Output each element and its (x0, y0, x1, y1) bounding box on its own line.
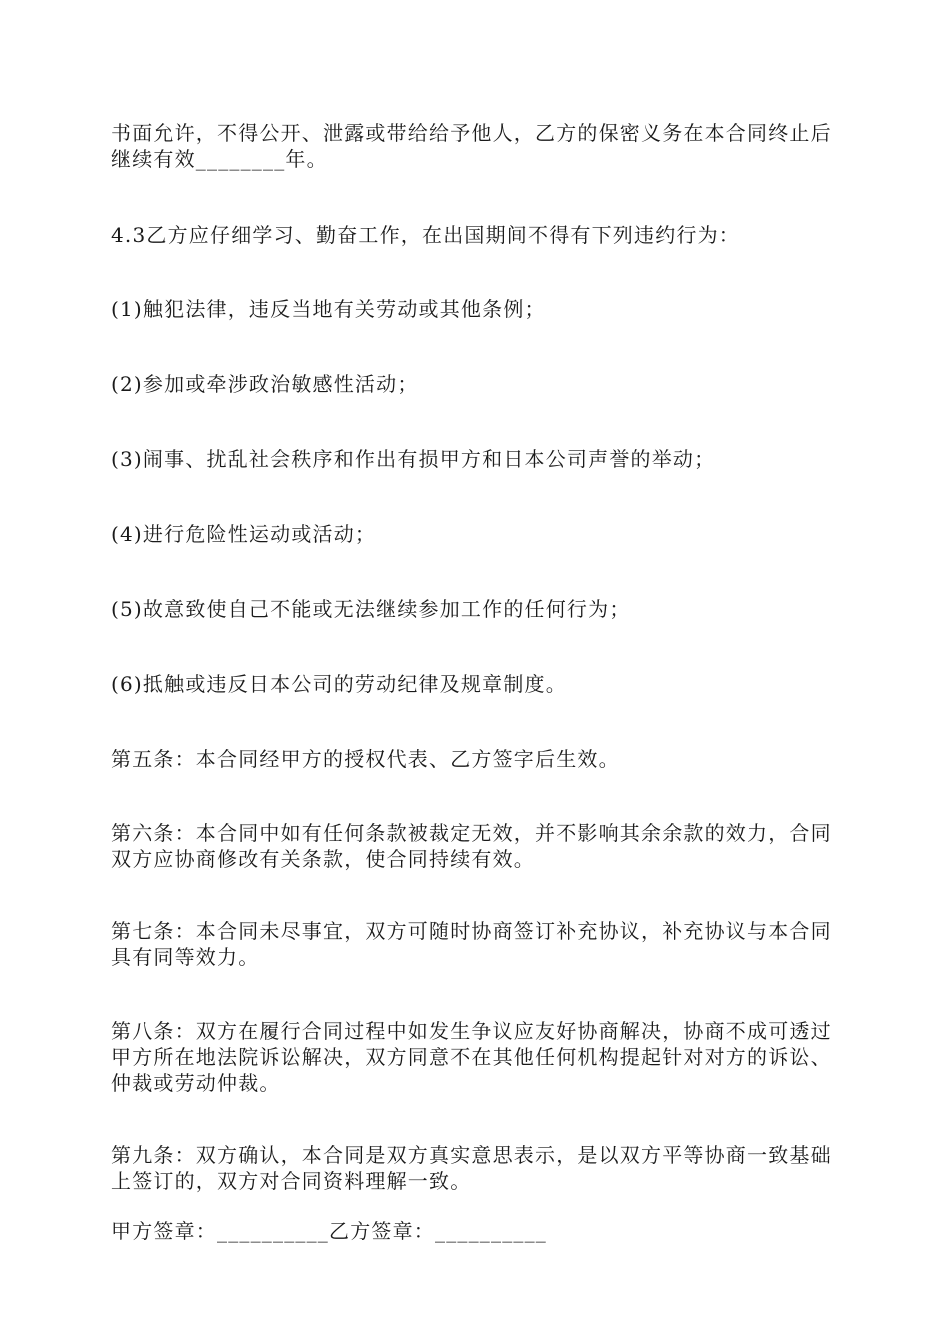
paragraph-confidentiality: 书面允许，不得公开、泄露或带给给予他人，乙方的保密义务在本合同终止后继续有效________年。 (111, 121, 832, 171)
paragraph-article-6: 第六条：本合同中如有任何条款被裁定无效，并不影响其余余款的效力，合同双方应协商修改有关条款，使合同持续有效。 (111, 821, 832, 871)
paragraph-article-5: 第五条：本合同经甲方的授权代表、乙方签字后生效。 (111, 747, 620, 771)
signature-line: 甲方签章：__________乙方签章：__________ (111, 1219, 547, 1243)
paragraph-4-3: 4.3乙方应仔细学习、勤奋工作，在出国期间不得有下列违约行为： (111, 223, 741, 247)
paragraph-item-2: (2)参加或牵涉政治敏感性活动； (111, 372, 419, 396)
paragraph-article-8: 第八条：双方在履行合同过程中如发生争议应友好协商解决，协商不成可透过甲方所在地法院诉讼解决，双方同意不在其他任何机构提起针对对方的诉讼、仲裁或劳动仲裁。 (111, 1019, 832, 1095)
paragraph-article-9: 第九条：双方确认，本合同是双方真实意思表示，是以双方平等协商一致基础上签订的，双方对合同资料理解一致。 (111, 1143, 832, 1193)
paragraph-article-7: 第七条：本合同未尽事宜，双方可随时协商签订补充协议，补充协议与本合同具有同等效力。 (111, 919, 832, 969)
paragraph-item-1: (1)触犯法律，违反当地有关劳动或其他条例； (111, 297, 546, 321)
paragraph-item-3: (3)闹事、扰乱社会秩序和作出有损甲方和日本公司声誉的举动； (111, 447, 716, 471)
paragraph-item-5: (5)故意致使自己不能或无法继续参加工作的任何行为； (111, 597, 631, 621)
paragraph-item-4: (4)进行危险性运动或活动； (111, 522, 377, 546)
paragraph-item-6: (6)抵触或违反日本公司的劳动纪律及规章制度。 (111, 672, 567, 696)
